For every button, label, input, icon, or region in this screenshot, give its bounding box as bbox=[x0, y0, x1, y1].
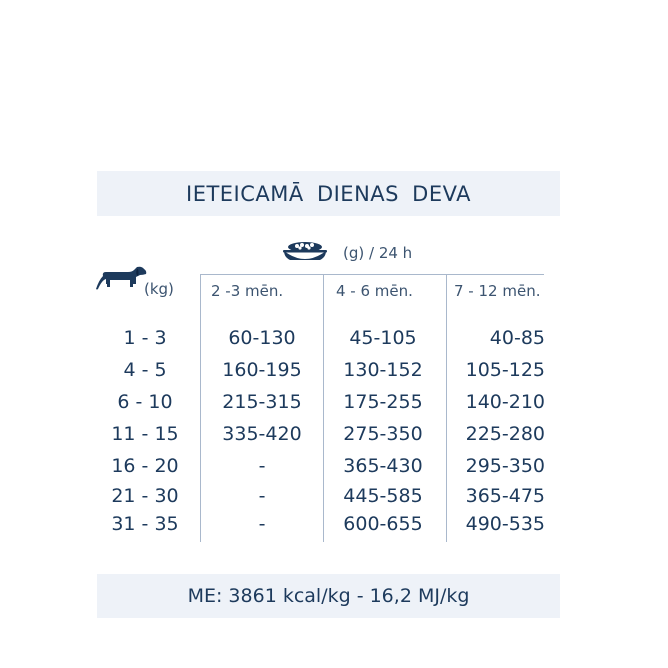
weight-cell: 11 - 15 bbox=[111, 423, 179, 445]
column-header-7-12-months: 7 - 12 mēn. bbox=[454, 282, 541, 300]
column-divider bbox=[200, 274, 201, 542]
weight-cell: 1 - 3 bbox=[123, 327, 167, 349]
column-divider bbox=[323, 274, 324, 542]
column-header-2-3-months: 2 -3 mēn. bbox=[211, 282, 284, 300]
dose-cell: 215-315 bbox=[222, 391, 302, 413]
weight-cell: 31 - 35 bbox=[111, 513, 179, 535]
dose-cell: 445-585 bbox=[343, 485, 423, 507]
dose-cell: 45-105 bbox=[349, 327, 417, 349]
header-divider bbox=[200, 274, 544, 275]
dose-cell: 365-430 bbox=[343, 455, 423, 477]
dose-cell: - bbox=[258, 485, 266, 507]
dose-cell: 140-210 bbox=[465, 391, 545, 413]
dose-cell: 60-130 bbox=[228, 327, 296, 349]
column-header-4-6-months: 4 - 6 mēn. bbox=[336, 282, 413, 300]
dose-cell: - bbox=[258, 455, 266, 477]
energy-value: ME: 3861 kcal/kg - 16,2 MJ/kg bbox=[187, 585, 470, 607]
dose-cell: 175-255 bbox=[343, 391, 423, 413]
weight-cell: 6 - 10 bbox=[117, 391, 173, 413]
dose-cell: 600-655 bbox=[343, 513, 423, 535]
dose-cell: 130-152 bbox=[343, 359, 423, 381]
dose-cell: 335-420 bbox=[222, 423, 302, 445]
food-bowl-icon bbox=[282, 239, 328, 265]
weight-unit-label: (kg) bbox=[144, 280, 174, 298]
dose-cell: 490-535 bbox=[465, 513, 545, 535]
unit-label: (g) / 24 h bbox=[343, 244, 413, 262]
dachshund-icon bbox=[94, 264, 148, 296]
dose-cell: - bbox=[258, 513, 266, 535]
dose-cell: 225-280 bbox=[465, 423, 545, 445]
dose-cell: 275-350 bbox=[343, 423, 423, 445]
dose-cell: 40-85 bbox=[489, 327, 545, 349]
dose-cell: 365-475 bbox=[465, 485, 545, 507]
page-title: IETEICAMĀ DIENAS DEVA bbox=[186, 181, 471, 206]
column-divider bbox=[446, 274, 447, 542]
dose-cell: 105-125 bbox=[465, 359, 545, 381]
weight-cell: 4 - 5 bbox=[123, 359, 167, 381]
dose-cell: 295-350 bbox=[465, 455, 545, 477]
weight-cell: 16 - 20 bbox=[111, 455, 179, 477]
title-band bbox=[97, 171, 560, 216]
dose-cell: 160-195 bbox=[222, 359, 302, 381]
weight-cell: 21 - 30 bbox=[111, 485, 179, 507]
energy-footer-band bbox=[97, 574, 560, 618]
